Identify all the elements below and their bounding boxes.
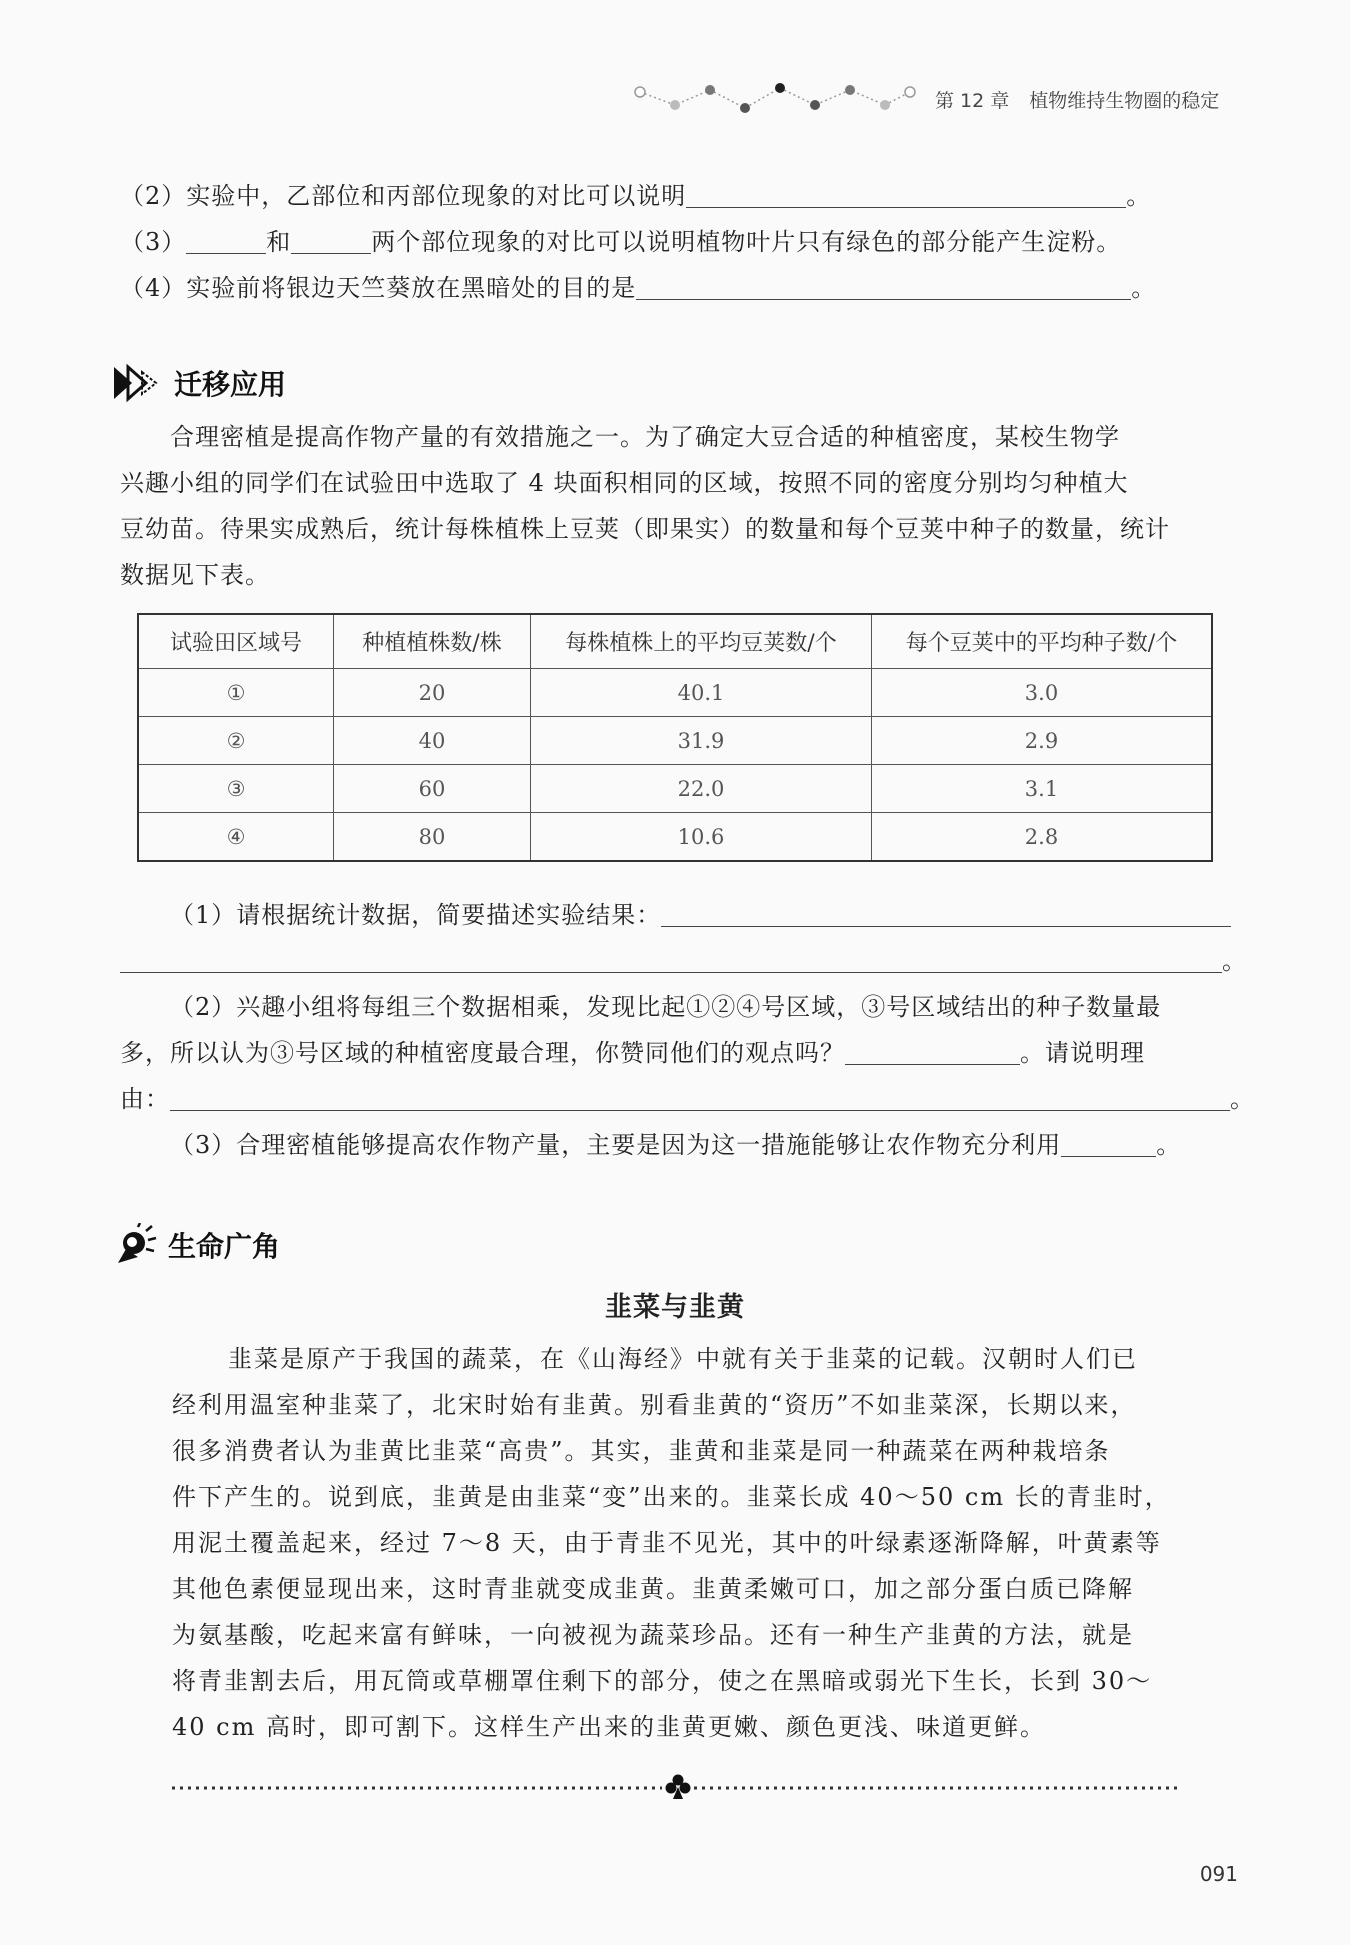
table-row [138, 717, 1212, 765]
question-2-line-2: 多，所以认为③号区域的种植密度最合理，你赞同他们的观点吗？ 。请说明理 [120, 1030, 1240, 1076]
column-header: 试验田区域号 [138, 614, 334, 669]
footer-divider [172, 1770, 1182, 1800]
table-cell: 2.9 [872, 717, 1213, 765]
table-cell: 20 [334, 669, 531, 717]
question-1: （1）请根据统计数据，简要描述实验结果： [170, 892, 1290, 938]
article-line: 其他色素便显现出来，这时青韭就变成韭黄。韭黄柔嫩可口，加之部分蛋白质已降解 [172, 1575, 1134, 1603]
paragraph-line: 豆幼苗。待果实成熟后，统计每株植株上豆荚（即果实）的数量和每个豆荚中种子的数量，统计 [120, 515, 1170, 543]
table-cell: ④ [138, 813, 334, 862]
article-line: 为氨基酸，吃起来富有鲜味，一向被视为蔬菜珍品。还有一种生产韭黄的方法，就是 [172, 1621, 1134, 1649]
table-cell: 3.1 [872, 765, 1213, 813]
column-header: 每个豆荚中的平均种子数/个 [872, 614, 1213, 669]
data-table [137, 613, 1213, 862]
paragraph-line: 数据见下表。 [120, 561, 270, 589]
double-arrow-icon [112, 364, 164, 402]
article-line: 经利用温室种韭菜了，北宋时始有韭黄。别看韭黄的“资历”不如韭菜深，长期以来， [172, 1391, 1137, 1419]
paragraph-line: 合理密植是提高作物产量的有效措施之一。为了确定大豆合适的种植密度，某校生物学 [170, 423, 1120, 451]
section-heading-life [112, 1220, 280, 1270]
table-row [138, 669, 1212, 717]
table-cell: 10.6 [531, 813, 872, 862]
section-title: 生命广角 [168, 1230, 281, 1263]
running-header [935, 86, 1239, 113]
article-line: 很多消费者认为韭黄比韭菜“高贵”。其实，韭黄和韭菜是同一种蔬菜在两种栽培条 [172, 1437, 1111, 1465]
table-cell: ① [138, 669, 334, 717]
article-title: 韭菜与韭黄 [605, 1292, 745, 1323]
section-heading-transfer [112, 358, 286, 408]
question-2-top: （2）实验中，乙部位和丙部位现象的对比可以说明 。 [120, 173, 1240, 219]
section-title: 迁移应用 [174, 368, 287, 401]
chapter-title: 植物维持生物圈的稳定 [1029, 90, 1220, 112]
article-line: 用泥土覆盖起来，经过 7～8 天，由于青韭不见光，其中的叶绿素逐渐降解，叶黄素等 [172, 1529, 1162, 1557]
club-icon [666, 1775, 691, 1800]
paragraph-line: 兴趣小组的同学们在试验田中选取了 4 块面积相同的区域，按照不同的密度分别均匀种植大 [120, 469, 1129, 497]
table-cell: 22.0 [531, 765, 872, 813]
table-cell: 2.8 [872, 813, 1213, 862]
table-cell: 80 [334, 813, 531, 862]
question-4-top: （4）实验前将银边天竺葵放在黑暗处的目的是 。 [120, 265, 1240, 311]
table-cell: 40.1 [531, 669, 872, 717]
header-decoration [630, 80, 920, 120]
question-3: （3）合理密植能够提高农作物产量，主要是因为这一措施能够让农作物充分利用 。 [170, 1122, 1290, 1168]
table-cell: 3.0 [872, 669, 1213, 717]
question-1-continued: 。 [120, 938, 1240, 984]
table-cell: ② [138, 717, 334, 765]
table-cell: 31.9 [531, 717, 872, 765]
page-number: 091 [1199, 1862, 1238, 1886]
column-header: 种植植株数/株 [334, 614, 531, 669]
chapter-number: 第 12 章 [935, 90, 1010, 112]
article-line: 将青韭割去后，用瓦筒或草棚罩住剩下的部分，使之在黑暗或弱光下生长，长到 30～ [172, 1667, 1153, 1695]
table-cell: 60 [334, 765, 531, 813]
lightbulb-icon [112, 1223, 158, 1267]
question-2-line-1: （2）兴趣小组将每组三个数据相乘，发现比起①②④号区域，③号区域结出的种子数量最 [170, 993, 1162, 1021]
table-row [138, 813, 1212, 862]
table-row [138, 765, 1212, 813]
table-header-row [138, 614, 1212, 669]
table-cell: ③ [138, 765, 334, 813]
question-3-top: （3） 和 两个部位现象的对比可以说明植物叶片只有绿色的部分能产生淀粉。 [120, 219, 1240, 265]
article-line: 40 cm 高时，即可割下。这样生产出来的韭黄更嫩、颜色更浅、味道更鲜。 [172, 1713, 1046, 1741]
table-cell: 40 [334, 717, 531, 765]
column-header: 每株植株上的平均豆荚数/个 [531, 614, 872, 669]
article-line: 韭菜是原产于我国的蔬菜，在《山海经》中就有关于韭菜的记载。汉朝时人们已 [228, 1345, 1138, 1373]
question-2-line-3: 由： 。 [120, 1076, 1240, 1122]
article-line: 件下产生的。说到底，韭黄是由韭菜“变”出来的。韭菜长成 40～50 cm 长的青韭时， [172, 1483, 1171, 1511]
